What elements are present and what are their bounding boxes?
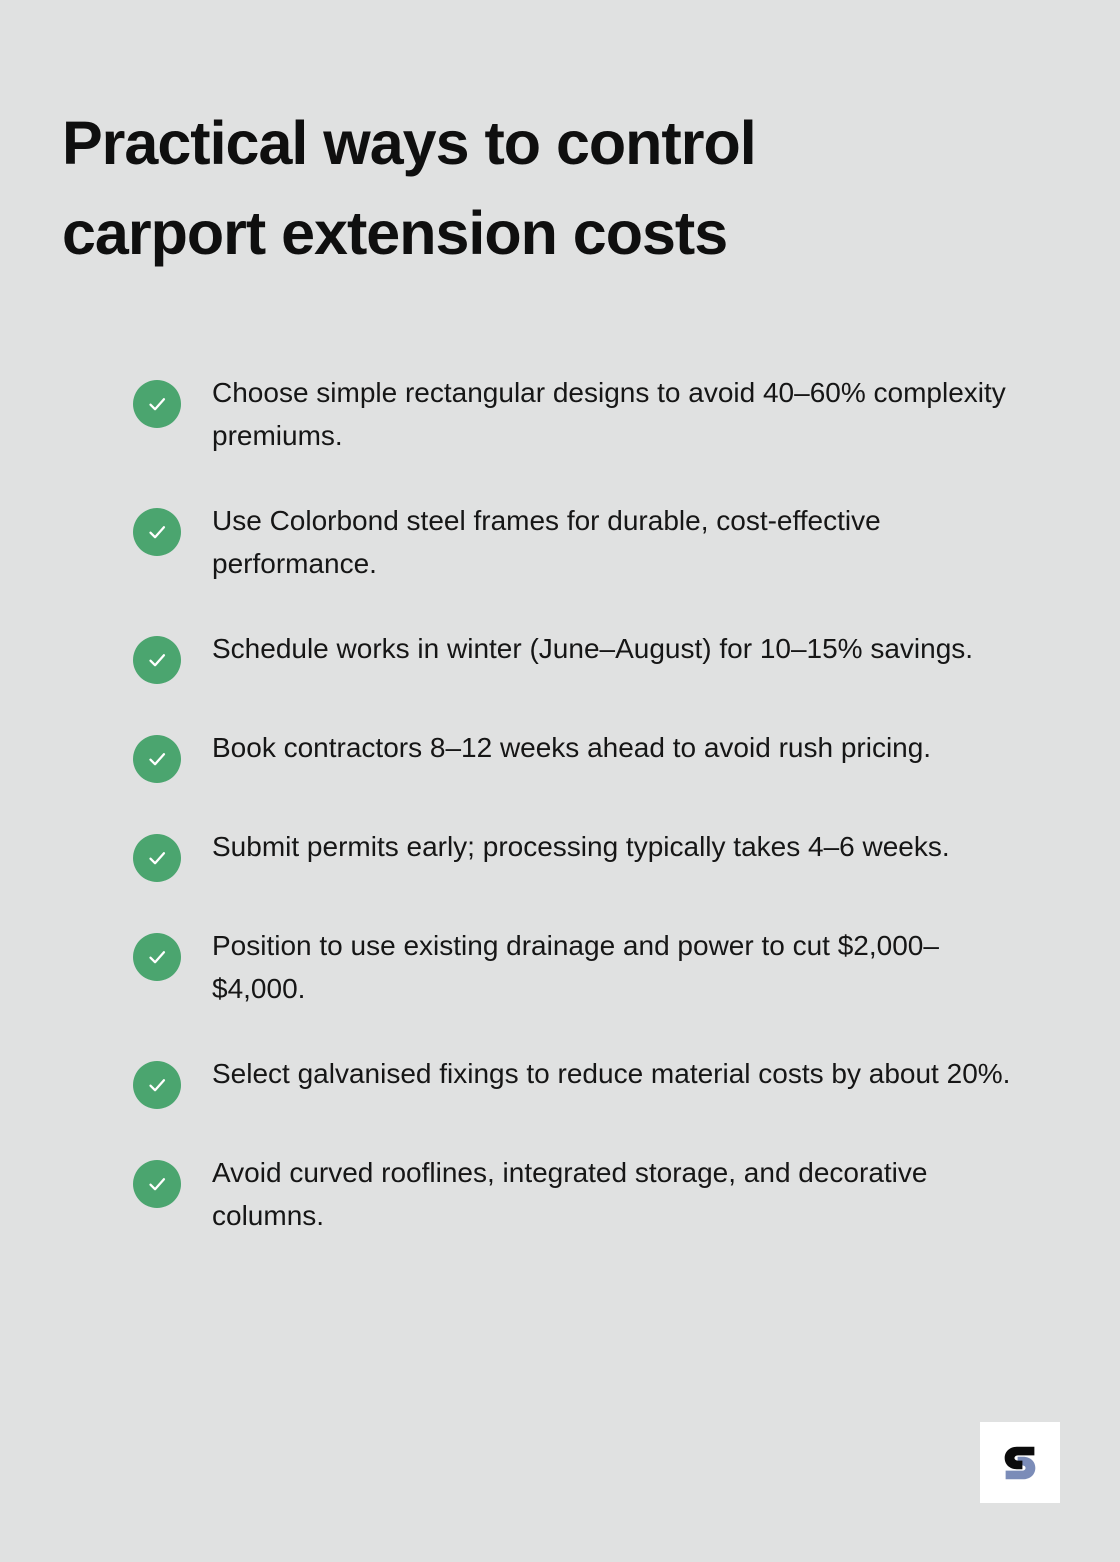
check-icon	[133, 933, 181, 981]
list-item-text: Submit permits early; processing typically takes 4–6 weeks.	[212, 831, 950, 862]
list-item	[133, 499, 1013, 585]
list-item	[133, 627, 1013, 684]
list-item	[133, 371, 1013, 457]
check-icon	[133, 834, 181, 882]
list-item	[133, 825, 1013, 882]
list-item-text: Schedule works in winter (June–August) for 10–15% savings.	[212, 633, 974, 664]
list-item-text: Book contractors 8–12 weeks ahead to avoid rush pricing.	[212, 732, 932, 763]
list-item-text: Select galvanised fixings to reduce material costs by about 20%.	[212, 1058, 1011, 1089]
list-item-text: Position to use existing drainage and power to cut $2,000–$4,000.	[212, 930, 939, 1004]
check-icon	[133, 636, 181, 684]
list-item-text: Avoid curved rooflines, integrated storage, and decorative columns.	[212, 1157, 928, 1231]
check-icon	[133, 735, 181, 783]
list-item-text: Use Colorbond steel frames for durable, cost-effective performance.	[212, 505, 881, 579]
check-icon	[133, 380, 181, 428]
page-title	[62, 98, 962, 278]
brand-logo-icon	[997, 1440, 1043, 1486]
page-title-line-1: Practical ways to control	[62, 109, 756, 177]
page-title-line-2: carport extension costs	[62, 199, 728, 267]
list-item	[133, 924, 1013, 1010]
list-item	[133, 726, 1013, 783]
list-item	[133, 1151, 1013, 1237]
checklist	[133, 371, 1013, 1279]
check-icon	[133, 1160, 181, 1208]
list-item	[133, 1052, 1013, 1109]
check-icon	[133, 508, 181, 556]
brand-logo	[980, 1422, 1060, 1503]
check-icon	[133, 1061, 181, 1109]
list-item-text: Choose simple rectangular designs to avoid 40–60% complexity premiums.	[212, 377, 1006, 451]
